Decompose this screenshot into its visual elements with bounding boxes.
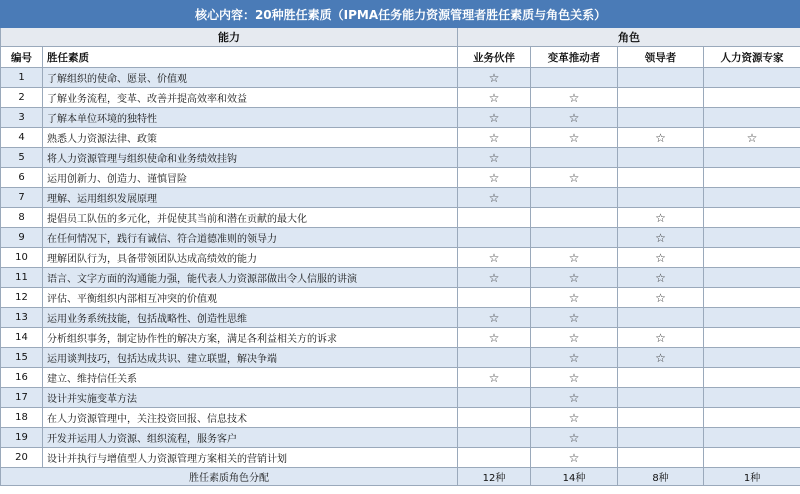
competency-text: 建立、维持信任关系 <box>43 368 458 388</box>
competency-text: 分析组织事务，制定协作性的解决方案，满足各利益相关方的诉求 <box>43 328 458 348</box>
star-icon: ☆ <box>618 268 704 288</box>
star-icon: ☆ <box>704 128 800 148</box>
table-row <box>1 108 800 128</box>
star-icon: ☆ <box>458 268 531 288</box>
table-row <box>1 348 800 368</box>
competency-text: 提倡员工队伍的多元化，并促使其当前和潜在贡献的最大化 <box>43 208 458 228</box>
table-row <box>1 288 800 308</box>
star-icon: ☆ <box>531 168 618 188</box>
table-row <box>1 388 800 408</box>
star-icon: ☆ <box>531 268 618 288</box>
empty-cell <box>458 348 531 368</box>
role-header: 角色 <box>458 28 800 47</box>
empty-cell <box>618 168 704 188</box>
empty-cell <box>704 408 800 428</box>
row-number: 20 <box>1 448 43 468</box>
empty-cell <box>704 188 800 208</box>
competency-text: 在人力资源管理中，关注投资回报、信息技术 <box>43 408 458 428</box>
row-number: 9 <box>1 228 43 248</box>
star-icon: ☆ <box>531 308 618 328</box>
star-icon: ☆ <box>618 128 704 148</box>
star-icon: ☆ <box>618 208 704 228</box>
empty-cell <box>458 288 531 308</box>
empty-cell <box>531 208 618 228</box>
competency-text: 将人力资源管理与组织使命和业务绩效挂钩 <box>43 148 458 168</box>
empty-cell <box>704 328 800 348</box>
role-header-business-partner: 业务伙伴 <box>458 47 531 68</box>
row-number: 8 <box>1 208 43 228</box>
empty-cell <box>704 348 800 368</box>
title-row <box>1 1 800 28</box>
role-header-hr-expert: 人力资源专家 <box>704 47 800 68</box>
competency-text: 评估、平衡组织内部相互冲突的价值观 <box>43 288 458 308</box>
empty-cell <box>618 68 704 88</box>
competency-text: 语言、文字方面的沟通能力强，能代表人力资源部做出令人信服的讲演 <box>43 268 458 288</box>
row-number: 18 <box>1 408 43 428</box>
summary-label: 胜任素质角色分配 <box>1 468 458 486</box>
star-icon: ☆ <box>531 388 618 408</box>
star-icon: ☆ <box>531 448 618 468</box>
competency-text: 了解业务流程，变革、改善并提高效率和效益 <box>43 88 458 108</box>
table-row <box>1 148 800 168</box>
row-number: 13 <box>1 308 43 328</box>
star-icon: ☆ <box>531 248 618 268</box>
empty-cell <box>704 388 800 408</box>
column-header-row <box>1 47 800 68</box>
table-row <box>1 268 800 288</box>
table-row <box>1 368 800 388</box>
star-icon: ☆ <box>618 288 704 308</box>
empty-cell <box>704 108 800 128</box>
competency-text: 运用业务系统技能，包括战略性、创造性思维 <box>43 308 458 328</box>
row-number: 4 <box>1 128 43 148</box>
star-icon: ☆ <box>618 248 704 268</box>
competency-text: 理解团队行为，具备带领团队达成高绩效的能力 <box>43 248 458 268</box>
table-title: 核心内容：20种胜任素质（IPMA任务能力资源管理者胜任素质与角色关系） <box>1 1 800 28</box>
empty-cell <box>531 68 618 88</box>
table-row <box>1 408 800 428</box>
table-row <box>1 448 800 468</box>
empty-cell <box>458 428 531 448</box>
competency-text: 在任何情况下，践行有诚信、符合道德准则的领导力 <box>43 228 458 248</box>
star-icon: ☆ <box>531 348 618 368</box>
empty-cell <box>704 248 800 268</box>
empty-cell <box>704 228 800 248</box>
competency-text: 了解组织的使命、愿景、价值观 <box>43 68 458 88</box>
competency-text: 熟悉人力资源法律、政策 <box>43 128 458 148</box>
empty-cell <box>704 368 800 388</box>
table-row <box>1 88 800 108</box>
table-row <box>1 328 800 348</box>
num-header: 编号 <box>1 47 43 68</box>
empty-cell <box>704 308 800 328</box>
role-header-leader: 领导者 <box>618 47 704 68</box>
star-icon: ☆ <box>458 168 531 188</box>
empty-cell <box>704 88 800 108</box>
empty-cell <box>531 228 618 248</box>
star-icon: ☆ <box>618 228 704 248</box>
empty-cell <box>704 208 800 228</box>
empty-cell <box>704 448 800 468</box>
star-icon: ☆ <box>531 288 618 308</box>
empty-cell <box>618 388 704 408</box>
row-number: 19 <box>1 428 43 448</box>
table-row <box>1 68 800 88</box>
row-number: 16 <box>1 368 43 388</box>
empty-cell <box>618 408 704 428</box>
competency-text: 设计并实施变革方法 <box>43 388 458 408</box>
role-count: 12种 <box>458 468 531 486</box>
row-number: 10 <box>1 248 43 268</box>
star-icon: ☆ <box>458 328 531 348</box>
row-number: 1 <box>1 68 43 88</box>
empty-cell <box>618 308 704 328</box>
star-icon: ☆ <box>618 328 704 348</box>
summary-row <box>1 468 800 486</box>
star-icon: ☆ <box>531 128 618 148</box>
row-number: 3 <box>1 108 43 128</box>
table-row <box>1 168 800 188</box>
empty-cell <box>704 168 800 188</box>
row-number: 12 <box>1 288 43 308</box>
star-icon: ☆ <box>531 368 618 388</box>
star-icon: ☆ <box>458 188 531 208</box>
competency-header: 胜任素质 <box>43 47 458 68</box>
empty-cell <box>618 428 704 448</box>
empty-cell <box>618 188 704 208</box>
star-icon: ☆ <box>458 68 531 88</box>
star-icon: ☆ <box>458 88 531 108</box>
table-row <box>1 428 800 448</box>
competency-text: 理解、运用组织发展原理 <box>43 188 458 208</box>
row-number: 17 <box>1 388 43 408</box>
competency-text: 了解本单位环境的独特性 <box>43 108 458 128</box>
competency-text: 运用创新力、创造力、谨慎冒险 <box>43 168 458 188</box>
table-row <box>1 248 800 268</box>
empty-cell <box>458 228 531 248</box>
star-icon: ☆ <box>458 308 531 328</box>
star-icon: ☆ <box>531 108 618 128</box>
row-number: 6 <box>1 168 43 188</box>
table-row <box>1 228 800 248</box>
star-icon: ☆ <box>458 108 531 128</box>
empty-cell <box>618 88 704 108</box>
star-icon: ☆ <box>458 128 531 148</box>
empty-cell <box>704 428 800 448</box>
table-row <box>1 308 800 328</box>
empty-cell <box>704 68 800 88</box>
competency-text: 开发并运用人力资源、组织流程，服务客户 <box>43 428 458 448</box>
star-icon: ☆ <box>531 408 618 428</box>
empty-cell <box>704 288 800 308</box>
empty-cell <box>618 108 704 128</box>
row-number: 5 <box>1 148 43 168</box>
empty-cell <box>704 268 800 288</box>
empty-cell <box>531 148 618 168</box>
row-number: 7 <box>1 188 43 208</box>
star-icon: ☆ <box>458 368 531 388</box>
empty-cell <box>618 448 704 468</box>
table-row <box>1 208 800 228</box>
empty-cell <box>458 448 531 468</box>
role-count: 8种 <box>618 468 704 486</box>
empty-cell <box>531 188 618 208</box>
row-number: 2 <box>1 88 43 108</box>
row-number: 11 <box>1 268 43 288</box>
competency-text: 运用谈判技巧，包括达成共识、建立联盟，解决争端 <box>43 348 458 368</box>
ability-header: 能力 <box>1 28 458 47</box>
empty-cell <box>618 148 704 168</box>
empty-cell <box>458 208 531 228</box>
empty-cell <box>458 388 531 408</box>
competency-text: 设计并执行与增值型人力资源管理方案相关的营销计划 <box>43 448 458 468</box>
star-icon: ☆ <box>531 88 618 108</box>
star-icon: ☆ <box>618 348 704 368</box>
row-number: 14 <box>1 328 43 348</box>
group-header-row <box>1 28 800 47</box>
table-row <box>1 188 800 208</box>
role-count: 1种 <box>704 468 800 486</box>
empty-cell <box>704 148 800 168</box>
star-icon: ☆ <box>458 148 531 168</box>
empty-cell <box>618 368 704 388</box>
star-icon: ☆ <box>531 328 618 348</box>
role-count: 14种 <box>531 468 618 486</box>
role-header-change-agent: 变革推动者 <box>531 47 618 68</box>
table-row <box>1 128 800 148</box>
star-icon: ☆ <box>458 248 531 268</box>
empty-cell <box>458 408 531 428</box>
star-icon: ☆ <box>531 428 618 448</box>
row-number: 15 <box>1 348 43 368</box>
